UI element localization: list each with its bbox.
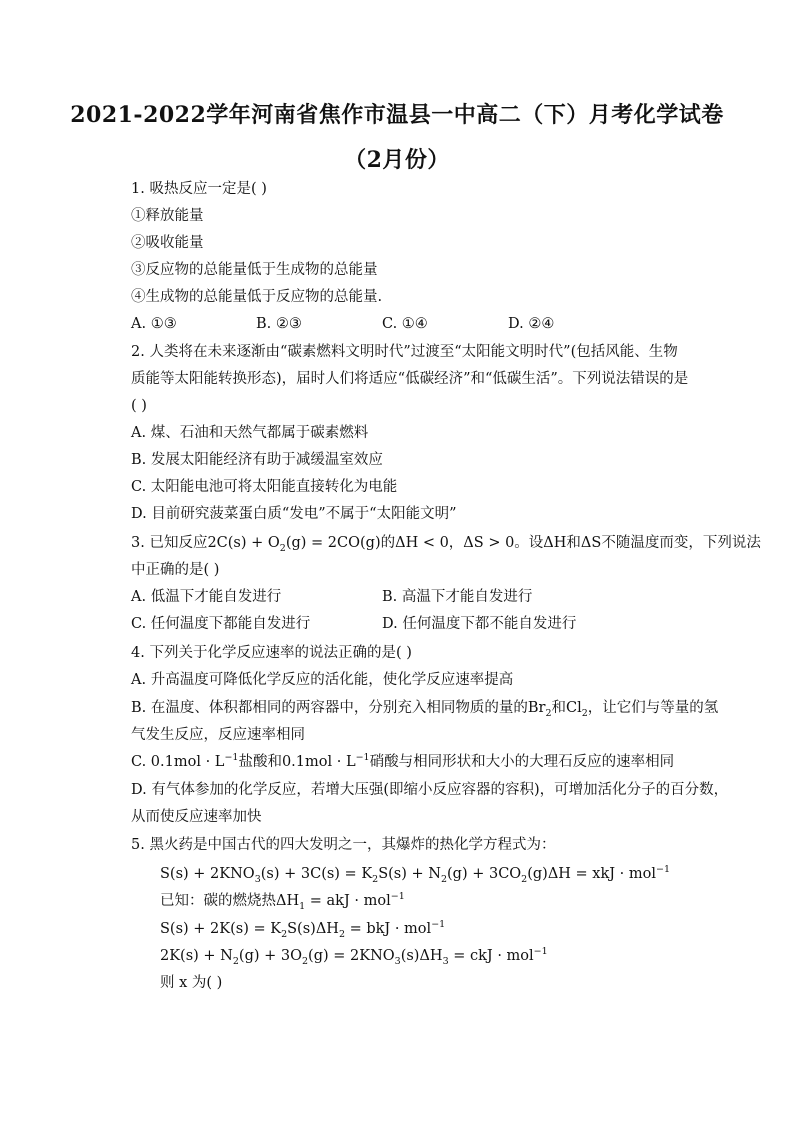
q5-equation-main: $S(s) + 2KNO_3(s) + 3C(s) = K_2S(s) + N_2(g) + 3CO_2(g)\Delta H$ = xkJ · mol$^{-1}$ xyxy=(160,864,671,885)
q3-option-c: C. 任何温度下都能自发进行 xyxy=(131,616,311,632)
q2-stem-line1: 2. 人类将在未来逐渐由“碳素燃料文明时代”过渡至“太阳能文明时代”(包括风能、生物 xyxy=(131,344,678,360)
q3-option-b: B. 高温下才能自发进行 xyxy=(382,589,533,605)
q5-known-carbon: 已知：碳的燃烧热$\Delta H_1$ = akJ · mol$^{-1}$ xyxy=(160,891,405,912)
q4-option-d-line2: 从而使反应速率加快 xyxy=(131,809,262,825)
q4-option-b-line2: 气发生反应，反应速率相同 xyxy=(131,727,305,743)
q1-option-a: A. ①③ xyxy=(131,316,177,332)
q1-option-d: D. ②④ xyxy=(508,316,555,332)
q5-ask: 则 x 为( ) xyxy=(160,975,223,991)
q5-equation-2: $S(s) + 2K(s) = K_2S(s)\Delta H_2$ = bkJ · mol$^{-1}$ xyxy=(160,919,446,940)
q2-option-d: D. 目前研究菠菜蛋白质“发电”不属于“太阳能文明” xyxy=(131,506,457,522)
q2-stem-line3: ( ) xyxy=(131,398,147,414)
q1-item-4: ④生成物的总能量低于反应物的总能量. xyxy=(131,289,383,305)
q1-stem: 1. 吸热反应一定是( ) xyxy=(131,181,267,197)
q2-stem-line2: 质能等太阳能转换形态)，届时人们将适应“低碳经济”和“低碳生活”。下列说法错误的是 xyxy=(131,371,689,387)
q1-item-2: ②吸收能量 xyxy=(131,235,204,251)
q1-item-3: ③反应物的总能量低于生成物的总能量 xyxy=(131,262,378,278)
q5-equation-3: $2K(s) + N_2(g) + 3O_2(g) = 2KNO_3(s)\Delta H_3$ = ckJ · mol$^{-1}$ xyxy=(160,946,548,967)
q4-option-b-line1: B. 在温度、体积都相同的两容器中，分别充入相同物质的量的$Br_2$和$Cl_2$，让它们与等量的氢 xyxy=(131,700,719,719)
q2-option-a: A. 煤、石油和天然气都属于碳素燃料 xyxy=(131,425,369,441)
q3-stem-line2: 中正确的是( ) xyxy=(131,562,220,578)
q4-stem: 4. 下列关于化学反应速率的说法正确的是( ) xyxy=(131,645,412,661)
q5-stem: 5. 黑火药是中国古代的四大发明之一，其爆炸的热化学方程式为： xyxy=(131,837,556,853)
exam-title: 2021-2022学年河南省焦作市温县一中高二（下）月考化学试卷 xyxy=(70,102,724,128)
q4-option-c: C. $0.1mol \cdot L^{-1}$盐酸和$0.1mol \cdot L^{-1}$硝酸与相同形状和大小的大理石反应的速率相同 xyxy=(131,752,675,770)
exam-subtitle: （2月份） xyxy=(344,147,450,173)
q4-option-d-line1: D. 有气体参加的化学反应，若增大压强(即缩小反应容器的容积)，可增加活化分子的百分数， xyxy=(131,782,729,798)
q3-option-a: A. 低温下才能自发进行 xyxy=(131,589,282,605)
q1-item-1: ①释放能量 xyxy=(131,208,204,224)
q3-option-d: D. 任何温度下都不能自发进行 xyxy=(382,616,577,632)
q1-option-b: B. ②③ xyxy=(256,316,302,332)
q3-stem-line1: 3. 已知反应$2C(s) + O_2(g) = 2CO(g)$的ΔH < 0，ΔS > 0。设ΔH和ΔS不随温度而变，下列说法 xyxy=(131,535,761,554)
q2-option-b: B. 发展太阳能经济有助于减缓温室效应 xyxy=(131,452,383,468)
q4-option-a: A. 升高温度可降低化学反应的活化能，使化学反应速率提高 xyxy=(131,672,514,688)
q2-option-c: C. 太阳能电池可将太阳能直接转化为电能 xyxy=(131,479,398,495)
q1-option-c: C. ①④ xyxy=(382,316,428,332)
